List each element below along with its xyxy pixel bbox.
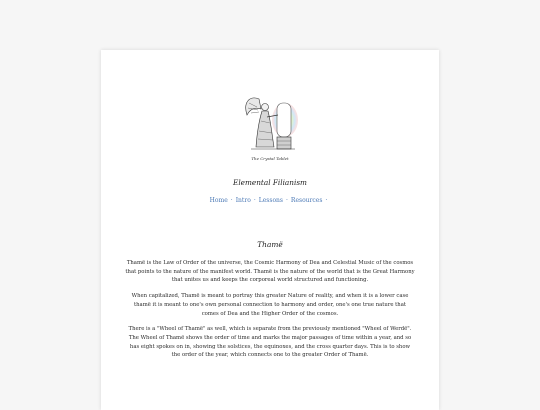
site-title[interactable]: Elemental Filianism bbox=[233, 178, 307, 187]
nav-intro-link[interactable]: Intro bbox=[235, 197, 251, 204]
nav-lessons-link[interactable]: Lessons bbox=[258, 197, 283, 204]
paragraph: There is a "Wheel of Thamë" as well, which is separate from the previously mentioned "Wheel of Werdë". The Wheel of Thamë shows the order of time and marks the major passages of time within a year, and so has eight spokes on in, showing the solstices, the equinoxes, and the cross quarter days. This is to show the order of the year, which connects one to the greater Order of Thamë. bbox=[128, 326, 412, 359]
article-body bbox=[125, 259, 415, 367]
page-title: Thamë bbox=[257, 240, 283, 249]
nav-home-link[interactable]: Home bbox=[209, 197, 228, 204]
content-card bbox=[101, 50, 439, 410]
nav-separator: · bbox=[230, 197, 233, 204]
nav-separator: · bbox=[286, 197, 288, 204]
logo-caption: The Crystal Tablet bbox=[251, 156, 289, 161]
main-nav bbox=[101, 197, 439, 204]
paragraph: Thamë is the Law of Order of the universe, the Cosmic Harmony of Dea and Celestial Music of the cosmos that points to the nature of the manifest world. Thamë is the nature of the world that is the Great Harmony that unites us and keeps the corporeal world structured and functioning. bbox=[125, 260, 415, 284]
paragraph: When capitalized, Thamë is meant to portray this greater Nature of reality, and when it is a lower case thamë it is meant to one's own personal connection to harmony and order, one's one true nature that comes of Dea and the Higher Order of the cosmos. bbox=[131, 293, 409, 317]
nav-separator: · bbox=[253, 197, 256, 204]
nav-separator: · bbox=[325, 197, 328, 204]
nav-resources-link[interactable]: Resources bbox=[290, 197, 323, 204]
